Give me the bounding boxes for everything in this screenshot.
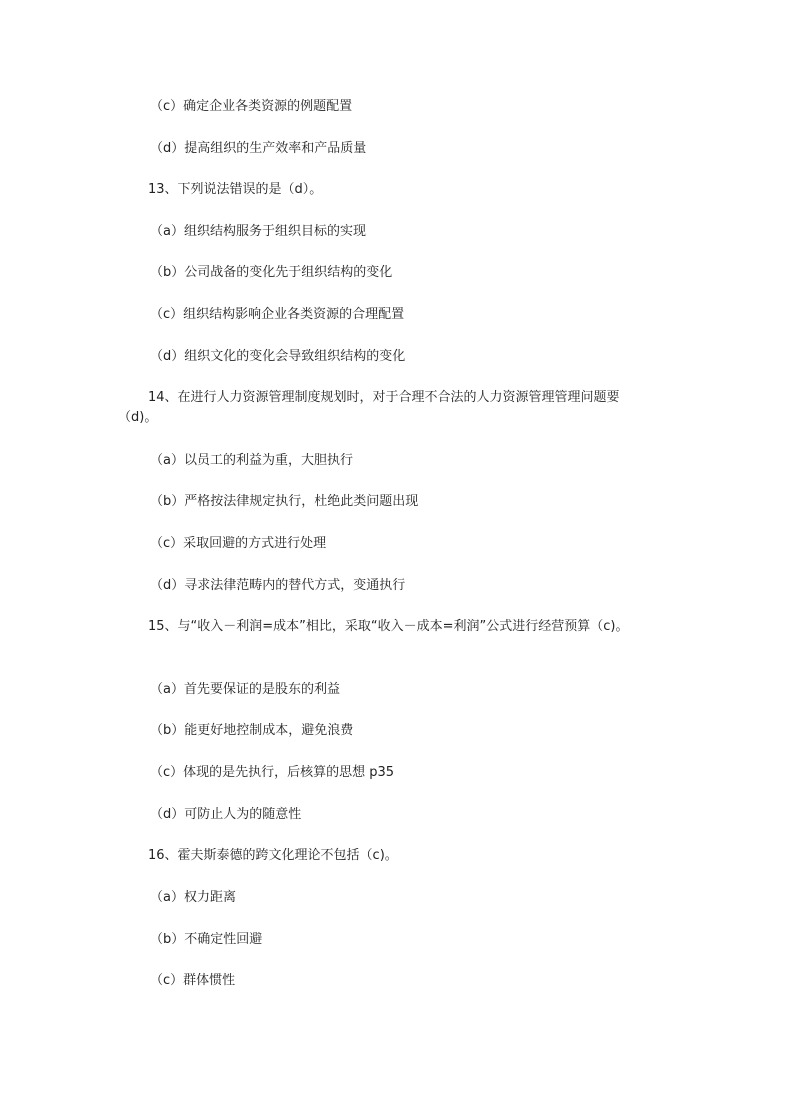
option-15c: （c）体现的是先执行，后核算的思想 p35	[150, 765, 395, 780]
option-14d: （d）寻求法律范畴内的替代方式，变通执行	[150, 578, 406, 593]
question-14-continuation: （d)。	[118, 410, 158, 425]
option-12d: （d）提高组织的生产效率和产品质量	[150, 141, 367, 156]
option-13b: （b）公司战备的变化先于组织结构的变化	[150, 265, 393, 280]
option-14a: （a）以员工的利益为重，大胆执行	[150, 453, 353, 468]
option-14c: （c）采取回避的方式进行处理	[150, 536, 327, 551]
option-16b: （b）不确定性回避	[150, 932, 263, 947]
option-16c: （c）群体惯性	[150, 973, 236, 988]
option-13c: （c）组织结构影响企业各类资源的合理配置	[150, 307, 405, 322]
option-15b: （b）能更好地控制成本，避免浪费	[150, 723, 354, 738]
question-15: 15、与“收入－利润=成本”相比，采取“收入－成本=利润”公式进行经营预算（c)。	[148, 619, 629, 634]
question-14: 14、在进行人力资源管理制度规划时，对于合理不合法的人力资源管理管理问题要	[148, 390, 620, 405]
question-16: 16、霍夫斯泰德的跨文化理论不包括（c)。	[148, 848, 398, 863]
option-15d: （d）可防止人为的随意性	[150, 807, 302, 822]
option-13a: （a）组织结构服务于组织目标的实现	[150, 224, 366, 239]
option-12c: （c）确定企业各类资源的例题配置	[150, 99, 353, 114]
option-16a: （a）权力距离	[150, 890, 236, 905]
option-15a: （a）首先要保证的是股东的利益	[150, 682, 340, 697]
option-14b: （b）严格按法律规定执行，杜绝此类问题出现	[150, 494, 419, 509]
question-13: 13、下列说法错误的是（d）。	[148, 182, 323, 197]
option-13d: （d）组织文化的变化会导致组织结构的变化	[150, 349, 406, 364]
